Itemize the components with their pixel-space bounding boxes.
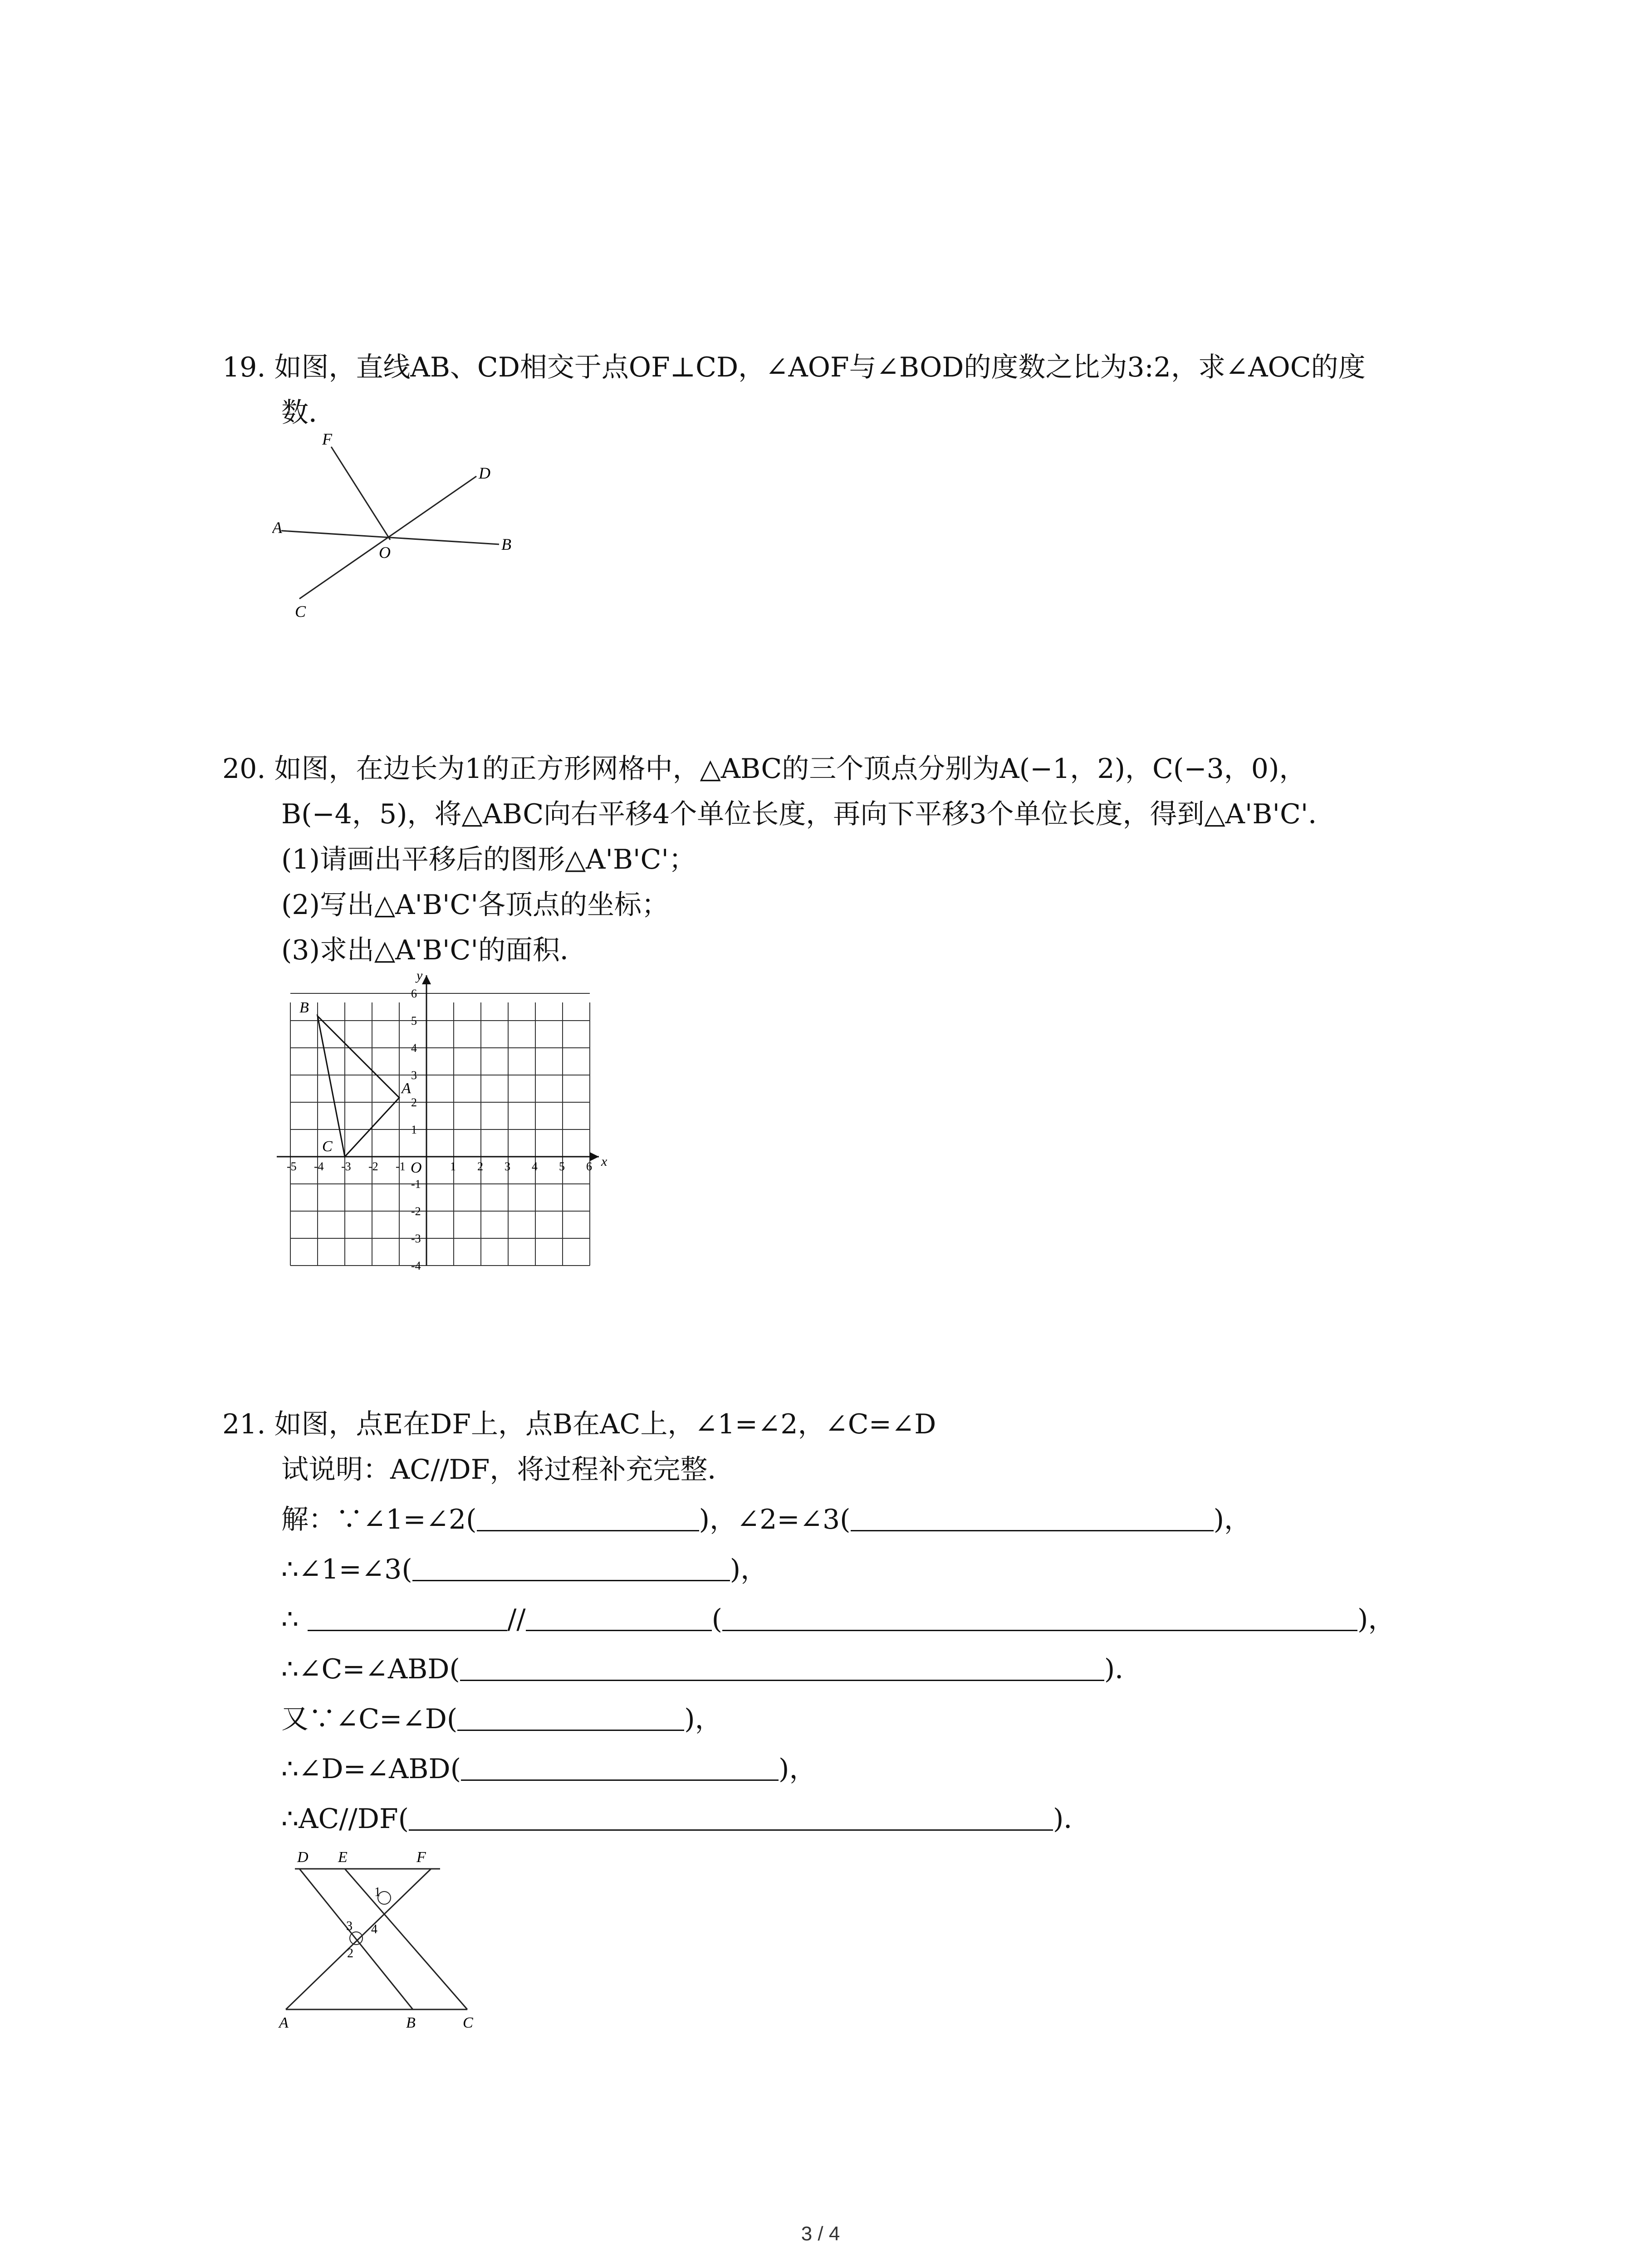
step1-text-a: 解：∵∠1=∠2( — [281, 1504, 477, 1535]
step3-text-d: )， — [1357, 1603, 1396, 1635]
angle-4-label: 4 — [371, 1922, 377, 1936]
y-tick-label: -3 — [411, 1232, 421, 1245]
vertex-b-label: B — [299, 999, 309, 1016]
step2-text-b: )， — [730, 1554, 768, 1585]
q21-step5 — [281, 1701, 722, 1737]
step4-text-a: ∴∠C=∠ABD( — [281, 1653, 460, 1685]
q21-step6 — [281, 1751, 816, 1787]
q19-line2: 数． — [281, 397, 336, 429]
x-tick-label: 5 — [559, 1160, 565, 1173]
x-tick-label: 3 — [505, 1160, 510, 1173]
q19-label-c: C — [295, 602, 306, 621]
x-tick-label: 2 — [477, 1160, 483, 1173]
blank-9[interactable] — [461, 1754, 779, 1781]
q21-label-b: B — [406, 2014, 416, 2031]
y-tick-label: 5 — [411, 1014, 417, 1027]
y-tick-label: 4 — [411, 1041, 417, 1055]
step1-text-b: )，∠2=∠3( — [699, 1504, 851, 1535]
step2-text-a: ∴∠1=∠3( — [281, 1554, 412, 1585]
blank-6[interactable] — [722, 1604, 1357, 1631]
q21-line2: 试说明：AC//DF，将过程补充完整． — [281, 1454, 735, 1486]
q19-label-b: B — [501, 535, 511, 553]
q19-figure — [272, 426, 526, 626]
q21-label-c: C — [463, 2014, 473, 2031]
x-tick-label: -2 — [368, 1160, 378, 1173]
q20-part2: (2)写出△A'B'C'各顶点的坐标； — [281, 889, 669, 921]
y-tick-label: 2 — [411, 1096, 417, 1109]
blank-5[interactable] — [526, 1604, 712, 1631]
q21-step7 — [281, 1801, 1091, 1837]
step7-text-a: ∴AC//DF( — [281, 1803, 409, 1835]
x-tick-label: 1 — [450, 1160, 456, 1173]
q21-label-e: E — [338, 1849, 348, 1866]
blank-7[interactable] — [460, 1654, 1104, 1681]
vertex-a-label: A — [402, 1080, 411, 1097]
step4-text-b: )． — [1104, 1653, 1142, 1685]
step5-text-b: )， — [684, 1703, 722, 1735]
step3-text-a: ∴ — [281, 1603, 299, 1635]
x-tick-label: -4 — [314, 1160, 324, 1173]
origin-label: O — [411, 1159, 422, 1176]
q19-label-a: A — [272, 518, 282, 537]
step7-text-b: )． — [1053, 1803, 1091, 1835]
triangle-abc — [318, 1016, 399, 1157]
vertex-c-label: C — [322, 1138, 333, 1155]
q19-label-o: O — [379, 543, 391, 562]
y-tick-label: -4 — [411, 1259, 421, 1272]
q21-line1: 21. 如图，点E在DF上，点B在AC上，∠1=∠2，∠C=∠D — [222, 1408, 936, 1440]
angle-2-label: 2 — [347, 1946, 353, 1960]
q21-label-a: A — [279, 2014, 289, 2031]
q20-line1: 20. 如图，在边长为1的正方形网格中，△ABC的三个顶点分别为A(−1，2)，C(−3，0)， — [222, 753, 1307, 785]
x-tick-label: -5 — [287, 1160, 297, 1173]
y-tick-label: 3 — [411, 1069, 417, 1082]
blank-2[interactable] — [851, 1505, 1214, 1531]
q21-label-d: D — [297, 1849, 309, 1866]
x-tick-label: 6 — [586, 1160, 592, 1173]
step6-text-b: )， — [779, 1753, 817, 1785]
blank-10[interactable] — [409, 1804, 1053, 1831]
q19-label-d: D — [479, 464, 490, 482]
step3-text-c: ( — [711, 1603, 723, 1635]
q19-label-f: F — [322, 430, 332, 448]
q21-figure — [272, 1842, 499, 2032]
q21-step1 — [281, 1501, 1251, 1538]
q20-part3: (3)求出△A'B'C'的面积． — [281, 934, 587, 966]
q21-step4 — [281, 1651, 1142, 1687]
q19-line1: 19. 如图，直线AB、CD相交于点OF⊥CD，∠AOF与∠BOD的度数之比为3:2，求∠AOC的度 — [222, 352, 1366, 383]
q20-line2: B(−4，5)，将△ABC向右平移4个单位长度，再向下平移3个单位长度，得到△A'B'C'． — [281, 798, 1336, 830]
axes — [277, 975, 599, 1266]
q21-step3 — [281, 1601, 1395, 1637]
y-tick-label: 1 — [411, 1123, 417, 1136]
q21-label-f: F — [416, 1849, 426, 1866]
q21-step2 — [281, 1551, 768, 1588]
step6-text-a: ∴∠D=∠ABD( — [281, 1753, 461, 1785]
y-tick-label: -1 — [411, 1178, 421, 1191]
angle-1-label: 1 — [374, 1885, 381, 1899]
y-axis-label: y — [416, 968, 423, 983]
q20-part1: (1)请画出平移后的图形△A'B'C'； — [281, 844, 696, 875]
blank-3[interactable] — [412, 1554, 730, 1581]
step1-text-c: )， — [1213, 1504, 1251, 1535]
x-tick-label: 4 — [532, 1160, 538, 1173]
page-number: 3 / 4 — [801, 2223, 840, 2245]
x-tick-label: -3 — [341, 1160, 351, 1173]
angle-3-label: 3 — [346, 1919, 353, 1933]
y-tick-label: -2 — [411, 1205, 421, 1218]
q20-grid-figure — [272, 966, 608, 1275]
step5-text-a: 又∵∠C=∠D( — [281, 1703, 458, 1735]
step3-text-b: // — [507, 1603, 526, 1635]
blank-8[interactable] — [457, 1704, 684, 1731]
x-axis-label: x — [601, 1154, 607, 1169]
blank-4[interactable] — [308, 1604, 507, 1631]
y-tick-label: 6 — [411, 987, 417, 1000]
blank-1[interactable] — [477, 1505, 699, 1531]
x-tick-label: -1 — [396, 1160, 406, 1173]
